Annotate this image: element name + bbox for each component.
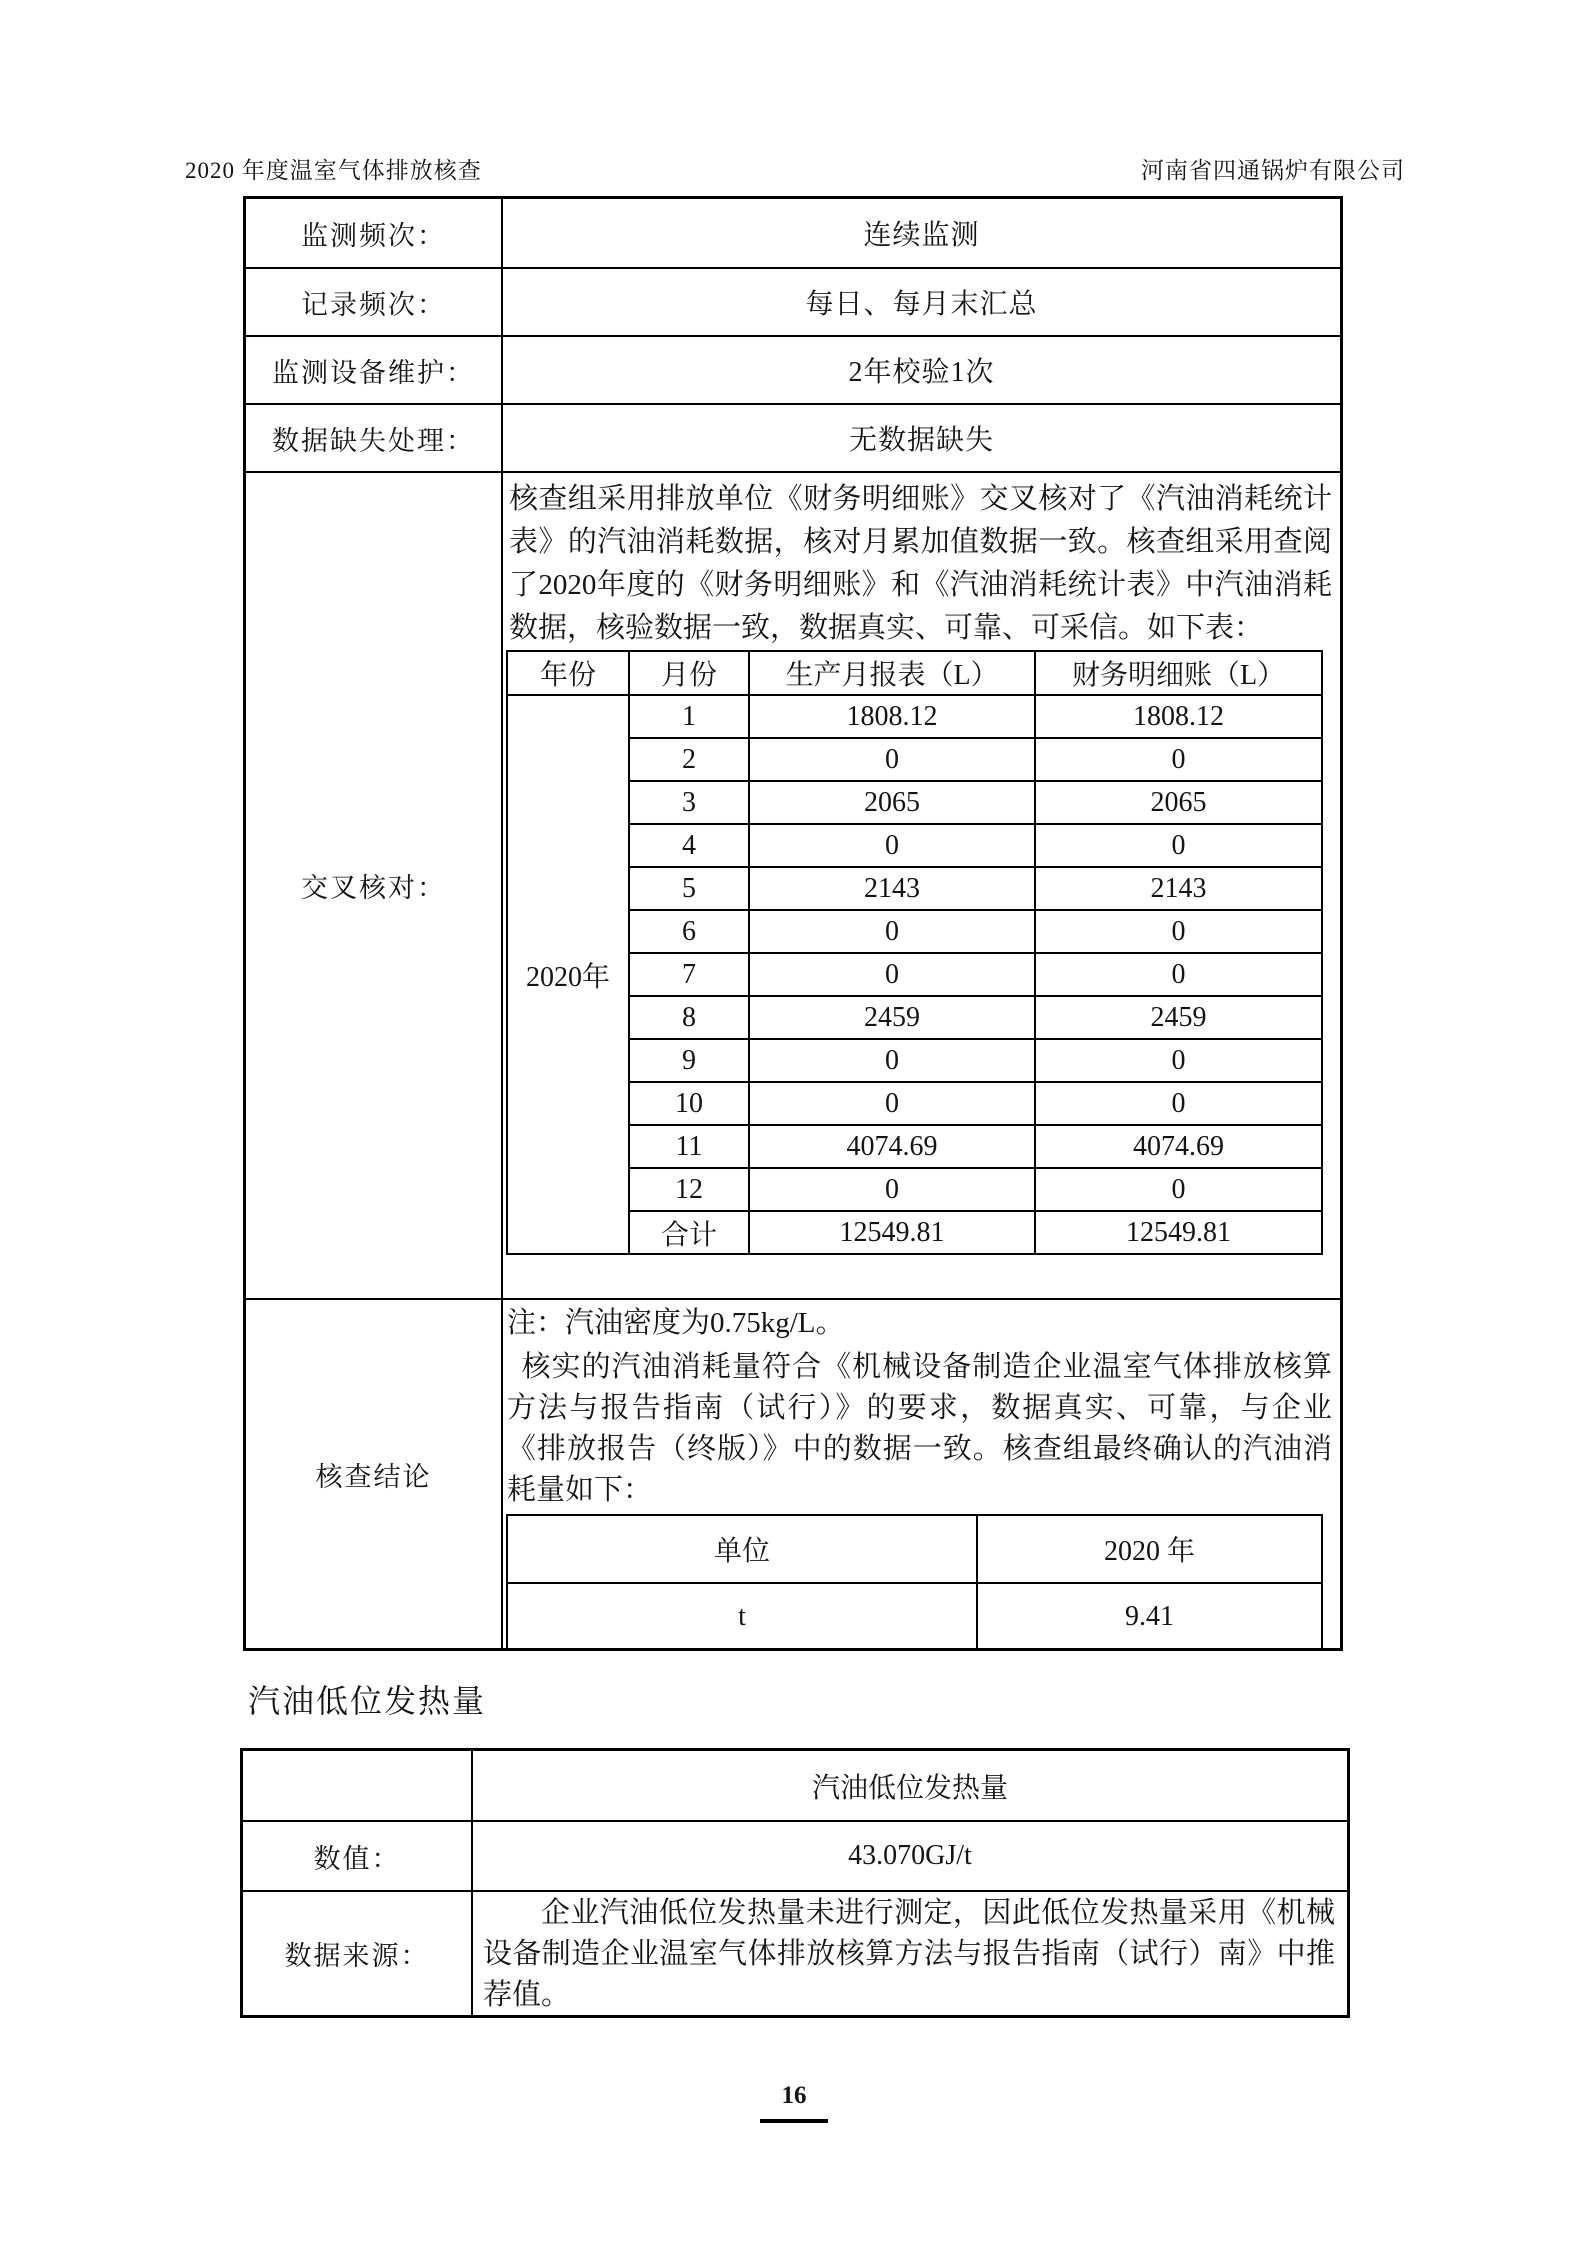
table-row [507,910,1322,953]
production-cell: 0 [749,1168,1035,1211]
production-cell: 2459 [749,996,1035,1039]
month-cell: 4 [629,824,749,867]
table-row [507,781,1322,824]
ledger-cell: 0 [1035,1039,1322,1082]
production-cell: 0 [749,1082,1035,1125]
row-label: 监测设备维护： [246,337,503,403]
ledger-cell: 0 [1035,1082,1322,1125]
confirmed-consumption-table [506,1514,1323,1648]
year-header-cell: 2020 年 [977,1515,1322,1583]
month-cell: 2 [629,738,749,781]
year-cell: 2020年 [507,695,629,1254]
report-title: 2020 年度温室气体排放核查 [185,158,482,183]
production-cell: 0 [749,824,1035,867]
table-row [507,824,1322,867]
production-cell: 1808.12 [749,695,1035,738]
production-total-cell: 12549.81 [749,1211,1035,1254]
col-header-production-report: 生产月报表（L） [749,651,1035,695]
monitoring-table [243,196,1343,1651]
unit-header-cell: 单位 [507,1515,977,1583]
density-note: 注：汽油密度为0.75kg/L。 [507,1307,845,1339]
table-row-cross-check [246,471,1340,1298]
month-cell: 3 [629,781,749,824]
table-row [507,953,1322,996]
row-value: 2年校验1次 [848,357,995,388]
production-cell: 0 [749,738,1035,781]
page-header [185,152,1405,185]
table-row-record-frequency [246,267,1340,335]
production-cell: 0 [749,910,1035,953]
heating-value-value-row [243,1820,1347,1890]
col-header-month: 月份 [629,651,749,695]
production-cell: 0 [749,1039,1035,1082]
month-cell: 7 [629,953,749,996]
table-row [507,1039,1322,1082]
cross-check-intro: 核查组采用排放单位《财务明细账》交叉核对了《汽油消耗统计表》的汽油消耗数据，核对月累加值数据一致。核查组采用查阅了2020年度的《财务明细账》和《汽油消耗统计表》中汽油消耗数据，核验数据一致，数据真实、可靠、可采信。如下表： [509,483,1332,644]
conclusion-body: 核实的汽油消耗量符合《机械设备制造企业温室气体排放核算方法与报告指南（试行）》的要求，数据真实、可靠，与企业《排放报告（终版）》中的数据一致。核查组最终确认的汽油消耗量如下： [507,1351,1332,1506]
production-cell: 0 [749,953,1035,996]
total-label-cell: 合计 [629,1211,749,1254]
heating-value-header: 汽油低位发热量 [811,1772,1008,1804]
month-cell: 10 [629,1082,749,1125]
table-row [507,695,1322,738]
table-row-equipment-maintenance [246,335,1340,403]
page-footer [0,2082,1588,2123]
month-cell: 12 [629,1168,749,1211]
row-label: 数值： [243,1822,473,1890]
table-row-total [507,1211,1322,1254]
month-cell: 1 [629,695,749,738]
footer-rule [760,2119,828,2123]
col-header-year: 年份 [507,651,629,695]
month-cell: 5 [629,867,749,910]
unit-value-row [507,1583,1322,1648]
row-label: 记录频次： [246,269,503,335]
consumption-value-cell: 9.41 [977,1583,1322,1648]
heating-value: 43.070GJ/t [848,1840,972,1871]
month-cell: 11 [629,1125,749,1168]
row-label: 数据缺失处理： [246,405,503,471]
ledger-cell: 2065 [1035,781,1322,824]
row-label: 监测频次： [246,199,503,267]
row-label: 交叉核对： [246,473,503,1298]
month-cell: 8 [629,996,749,1039]
heating-value-source-row [243,1890,1347,2015]
data-source-cell [473,1892,1347,2015]
heating-value-header-row [243,1751,1347,1820]
empty-header-cell [243,1751,473,1820]
month-cell: 9 [629,1039,749,1082]
cross-check-table [506,650,1323,1255]
ledger-total-cell: 12549.81 [1035,1211,1322,1254]
production-cell: 2065 [749,781,1035,824]
table-row [507,1125,1322,1168]
table-row [507,738,1322,781]
unit-header-row [507,1515,1322,1583]
ledger-cell: 0 [1035,1168,1322,1211]
table-row [507,867,1322,910]
table-row [507,1168,1322,1211]
row-value: 连续监测 [863,220,980,251]
section-heading: 汽油低位发热量 [248,1683,487,1719]
table-row-missing-data [246,403,1340,471]
ledger-cell: 1808.12 [1035,695,1322,738]
table-row-monitoring-frequency [246,199,1340,267]
ledger-cell: 4074.69 [1035,1125,1322,1168]
conclusion-content [503,1300,1340,1648]
data-source-text: 企业汽油低位发热量未进行测定，因此低位发热量采用《机械设备制造企业温室气体排放核算方法与报告指南（试行）南》中推荐值。 [483,1896,1335,2011]
ledger-cell: 2143 [1035,867,1322,910]
production-cell: 2143 [749,867,1035,910]
month-cell: 6 [629,910,749,953]
row-value: 每日、每月末汇总 [805,289,1038,320]
production-cell: 4074.69 [749,1125,1035,1168]
cross-check-header-row [507,651,1322,695]
page-number: 16 [781,2082,807,2109]
row-label: 核查结论 [246,1300,503,1648]
ledger-cell: 0 [1035,910,1322,953]
cross-check-content [503,473,1340,1298]
heating-value-table [240,1748,1350,2018]
table-row [507,1082,1322,1125]
row-value: 无数据缺失 [848,425,994,456]
company-name: 河南省四通锅炉有限公司 [1141,158,1405,183]
row-label: 数据来源： [243,1892,473,2015]
col-header-financial-ledger: 财务明细账（L） [1035,651,1322,695]
ledger-cell: 0 [1035,824,1322,867]
ledger-cell: 0 [1035,953,1322,996]
table-row [507,996,1322,1039]
ledger-cell: 2459 [1035,996,1322,1039]
table-row-conclusion [246,1298,1340,1648]
unit-cell: t [507,1583,977,1648]
ledger-cell: 0 [1035,738,1322,781]
